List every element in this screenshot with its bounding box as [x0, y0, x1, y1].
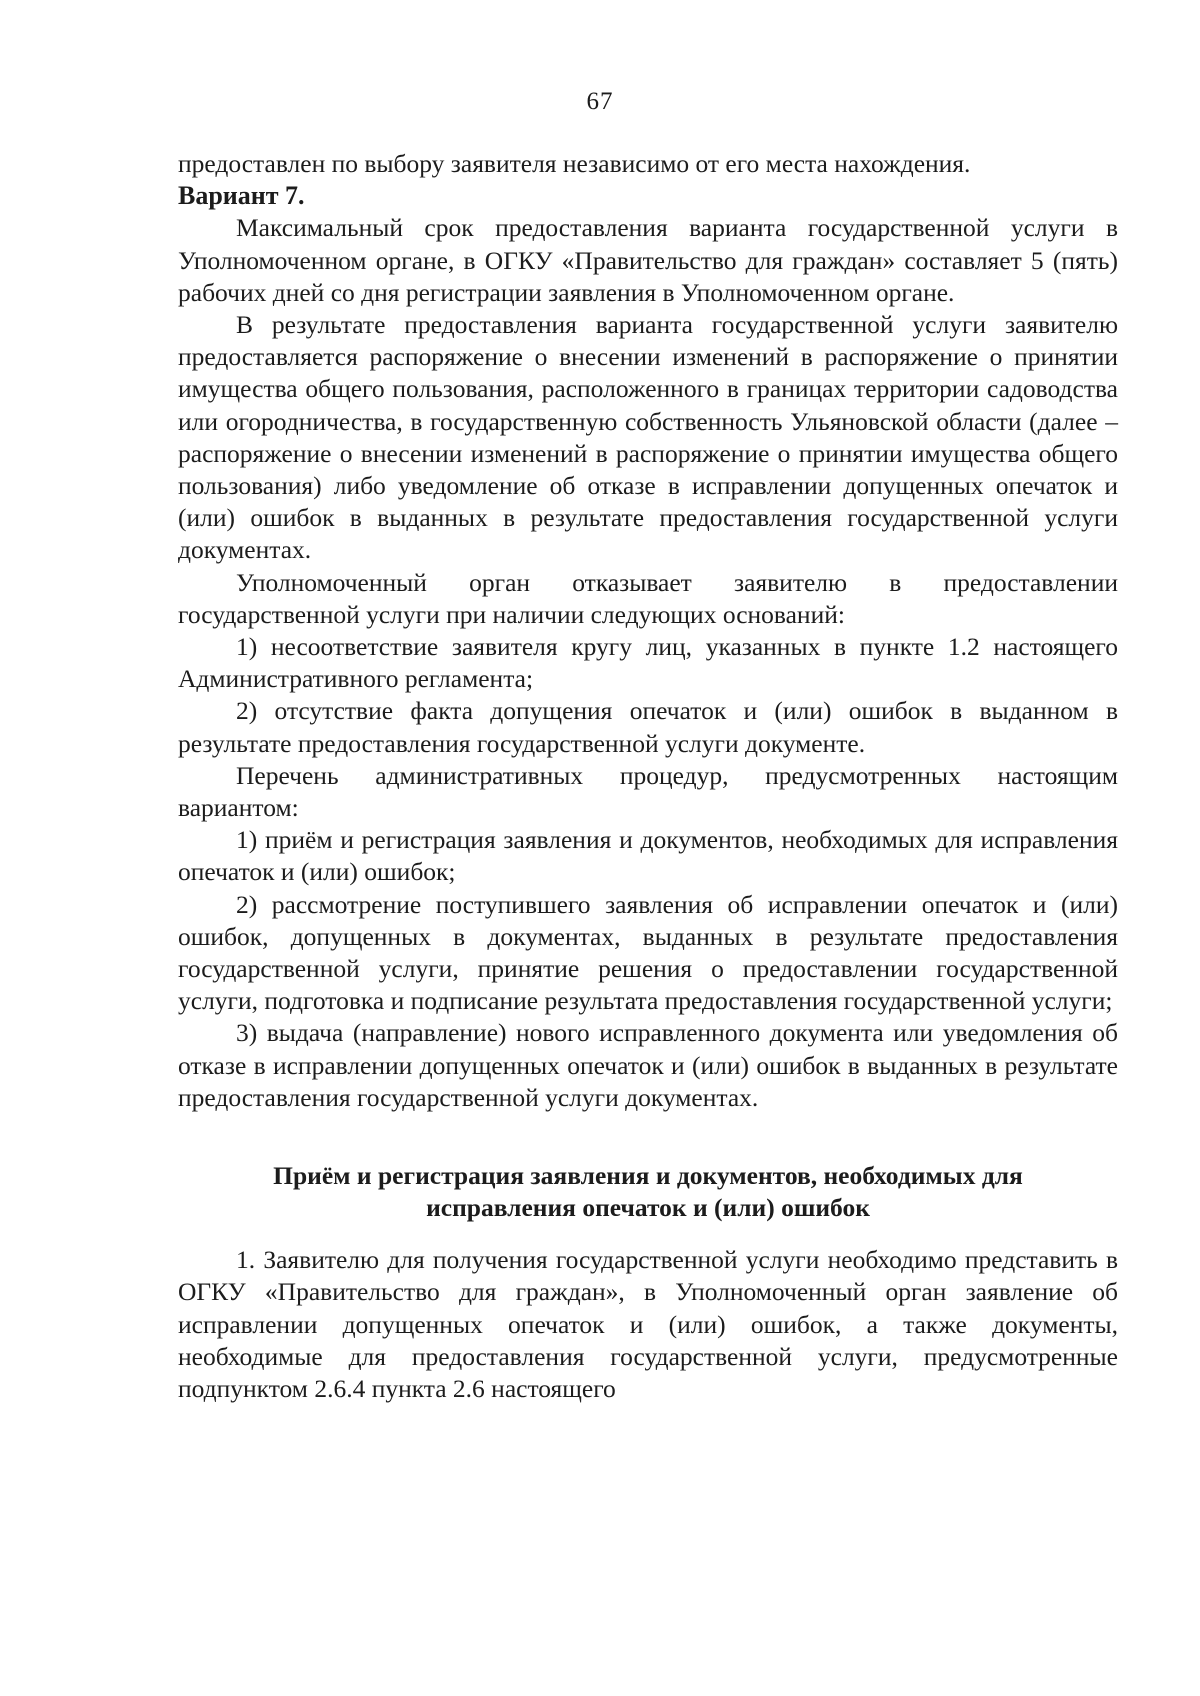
intro-line: предоставлен по выбору заявителя независимо от его места нахождения.	[178, 149, 971, 178]
list-item-procedure-1: 1) приём и регистрация заявления и документов, необходимых для исправления опечаток и (или) ошибок;	[178, 825, 1118, 887]
section-heading-line-2: исправления опечаток и (или) ошибок	[426, 1193, 870, 1223]
paragraph-result: В результате предоставления варианта государственной услуги заявителю предоставляется распоряжение о внесении изменений в распоряжение о принятии имущества общего пользования, расположенного в границах территории садоводства или огородничества, в государственную собственность Ульяновской области (далее – распоряжение о внесении изменений в распоряжение о принятии имущества общего пользования) либо уведомление об отказе в исправлении допущенных опечаток и (или) ошибок в выданных в результате предоставления государственной услуги документах.	[178, 310, 1118, 565]
paragraph-procedures: Перечень административных процедур, предусмотренных настоящим вариантом:	[178, 760, 1118, 823]
paragraph-refusal-grounds: Уполномоченный орган отказывает заявителю в предоставлении государственной услуги при наличии следующих оснований:	[178, 567, 1118, 629]
variant-heading: Вариант 7.	[178, 181, 305, 211]
list-item-procedure-2: 2) рассмотрение поступившего заявления об исправлении опечаток и (или) ошибок, допущенных в документах, выданных в результате предоставления государственной услуги, принятие решения о предоставлении государственной услуги, подготовка и подписание результата предоставления государственной услуги;	[178, 889, 1118, 1016]
section-heading-line-1: Приём и регистрация заявления и документов, необходимых для	[273, 1161, 1023, 1191]
page-number: 67	[586, 88, 614, 115]
list-item-refusal-1: 1) несоответствие заявителя кругу лиц, указанных в пункте 1.2 настоящего Административного регламента;	[178, 632, 1118, 694]
section-heading	[178, 1160, 1118, 1224]
paragraph-applicant-submission: 1. Заявителю для получения государственной услуги необходимо представить в ОГКУ «Правительство для граждан», в Уполномоченный орган заявление об исправлении допущенных опечаток и (или) ошибок, а также документы, необходимые для предоставления государственной услуги, предусмотренные подпунктом 2.6.4 пункта 2.6 настоящего	[178, 1245, 1118, 1403]
page-content	[178, 148, 1118, 1405]
list-item-procedure-3: 3) выдача (направление) нового исправленного документа или уведомления об отказе в исправлении допущенных опечаток и (или) ошибок в выданных в результате предоставления государственной услуги документах.	[178, 1018, 1118, 1112]
list-item-refusal-2: 2) отсутствие факта допущения опечаток и (или) ошибок в выданном в результате предоставления государственной услуги документе.	[178, 696, 1118, 758]
paragraph-max-term: Максимальный срок предоставления варианта государственной услуги в Уполномоченном органе, в ОГКУ «Правительство для граждан» составляет 5 (пять) рабочих дней со дня регистрации заявления в Уполномоченном органе.	[178, 213, 1118, 307]
